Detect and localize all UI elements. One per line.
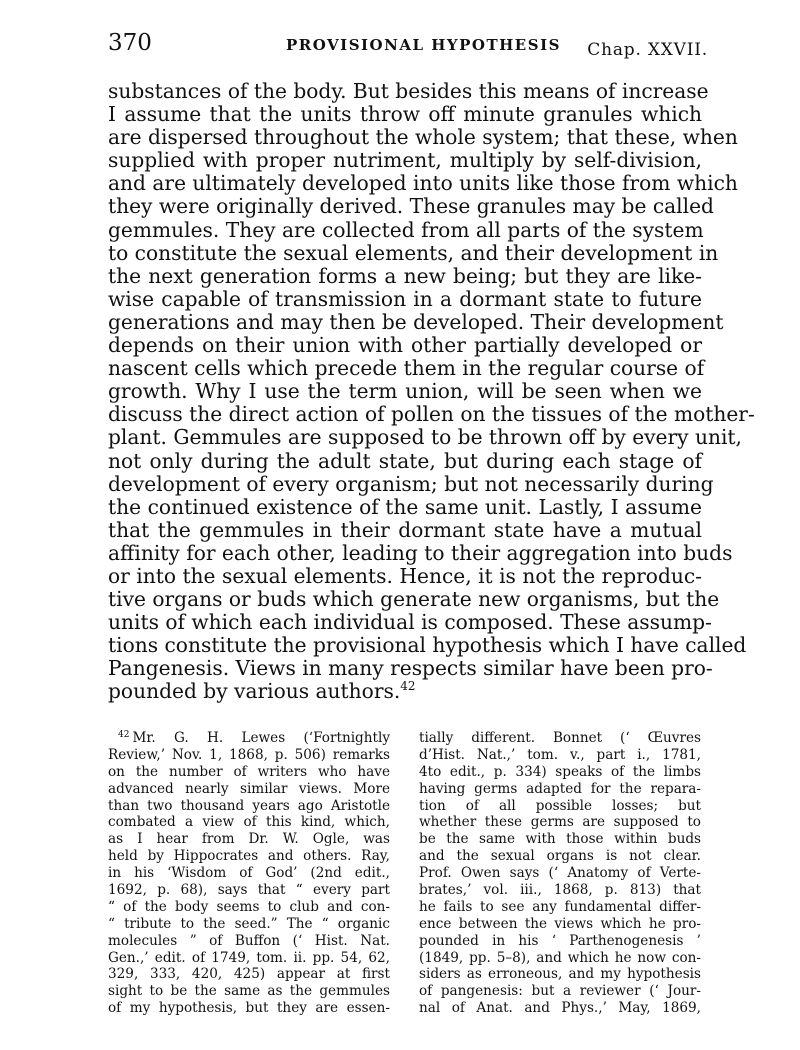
text-line: development of every organism; but not necessarily during [108,471,714,496]
footnote-line: Mr. G. H. Lewes (‘Fortnightly [132,730,390,746]
footnote-line: held by Hippocrates and others. Ray, [108,848,390,865]
text-line: not only during the adult state, but during each stage of [108,448,702,473]
page-number: 370 [108,30,152,56]
footnote-line: in his ‘Wisdom of God’ (2nd edit., [108,865,390,882]
footnote-line: pounded in his ‘ Parthenogenesis ’ [419,932,701,949]
footnote-line: of my hypothesis, but they are essen- [108,1000,390,1017]
footnote-column-left [108,730,390,1017]
text-line: growth. Why I use the term union, will be seen when we [108,379,702,404]
footnote-number: 42 [118,730,130,740]
text-line: they were originally derived. These granules may be called [108,194,714,219]
footnote-line: sight to be the same as the gemmules [108,983,390,1000]
footnote-line: as I hear from Dr. W. Ogle, was [108,831,390,848]
footnote-line: Review,’ Nov. 1, 1868, p. 506) remarks [108,746,390,763]
footnote-line: molecules ” of Buffon (‘ Hist. Nat. [108,932,390,949]
footnote-line: combated a view of this kind, which, [108,814,390,831]
text-line: supplied with proper nutriment, multiply by self-division, [108,148,702,173]
text-line: gemmules. They are collected from all parts of the system [108,217,704,242]
text-line: or into the sexual elements. Hence, it is not the reproduc- [108,563,702,588]
chapter-label: Chap. XXVII. [587,40,708,60]
text-line: tions constitute the provisional hypothesis which I have called [108,633,747,658]
footnote-line: brates,’ vol. iii., 1868, p. 813) that [419,882,701,899]
footnote-line: tion of all possible losses; but [419,797,701,814]
text-line: nascent cells which precede them in the regular course of [108,356,705,381]
text-line: and are ultimately developed into units like those from which [108,171,738,196]
text-line: wise capable of transmission in a dormant state to future [108,286,702,311]
footnote-line: d’Hist. Nat.,’ tom. v., part i., 1781, [419,746,701,763]
footnote-line: nal of Anat. and Phys.,’ May, 1869, [419,1000,701,1017]
text-line: the next generation forms a new being; but they are like- [108,263,702,288]
text-line-last [108,680,702,703]
text-line: units of which each individual is composed. These assump- [108,610,712,635]
footnote-line: “ of the body seems to club and con- [108,898,390,915]
footnote-line: 1692, p. 68), says that “ every part [108,882,390,899]
footnote-line: Gen.,’ edit. of 1749, tom. ii. pp. 54, 62, [108,949,390,966]
footnote-column-right [419,730,701,1017]
footnote-line: than two thousand years ago Aristotle [108,797,390,814]
footnote-line: 329, 333, 420, 425) appear at first [108,966,390,983]
footnote-line: tially different. Bonnet (‘ Œuvres [419,730,701,746]
text-line: depends on their union with other partially developed or [108,333,702,358]
text-line: generations and may then be developed. Their development [108,309,724,334]
text-line: affinity for each other, leading to their aggregation into buds [108,540,733,565]
footnote-line: siders as erroneous, and my hypothesis [419,966,701,983]
footnote-reference: 42 [400,679,416,694]
text-line: the continued existence of the same unit. Lastly, I assume [108,494,702,519]
footnote-line: on the number of writers who have [108,763,390,780]
text-line: are dispersed throughout the whole system; that these, when [108,125,738,150]
footnote-line: (1849, pp. 5–8), and which he now con- [419,949,701,966]
main-text [108,79,755,704]
footnote-line: Prof. Owen says (‘ Anatomy of Verte- [419,865,701,882]
text-line: plant. Gemmules are supposed to be thrown off by every unit, [108,425,742,450]
text-line: to constitute the sexual elements, and their development in [108,240,719,265]
text-line: discuss the direct action of pollen on the tissues of the mother- [108,402,755,427]
text-line-content: pounded by various authors. [108,679,401,704]
text-line: substances of the body. But besides this means of increase [108,79,709,103]
footnote-line-first [108,730,390,747]
footnote-line: whether these germs are supposed to [419,814,701,831]
footnote-line: he fails to see any fundamental differ- [419,898,701,915]
footnote-line: “ tribute to the seed.” The “ organic [108,915,390,932]
text-line: Pangenesis. Views in many respects similar have been pro- [108,656,713,681]
footnote-line: having germs adapted for the repara- [419,780,701,797]
footnote-line: and the sexual organs is not clear. [419,848,701,865]
running-header [108,30,708,64]
text-line: tive organs or buds which generate new organisms, but the [108,587,720,612]
footnote-line: advanced nearly similar views. More [108,780,390,797]
text-line: that the gemmules in their dormant state have a mutual [108,517,702,542]
running-title: PROVISIONAL HYPOTHESIS [286,36,561,54]
footnote-line: ence between the views which he pro- [419,915,701,932]
footnote-line: of pangenesis: but a reviewer (‘ Jour- [419,983,701,1000]
footnote-line: be the same with those within buds [419,831,701,848]
footnote-line: 4to edit., p. 334) speaks of the limbs [419,763,701,780]
text-line: I assume that the units throw off minute granules which [108,102,702,127]
